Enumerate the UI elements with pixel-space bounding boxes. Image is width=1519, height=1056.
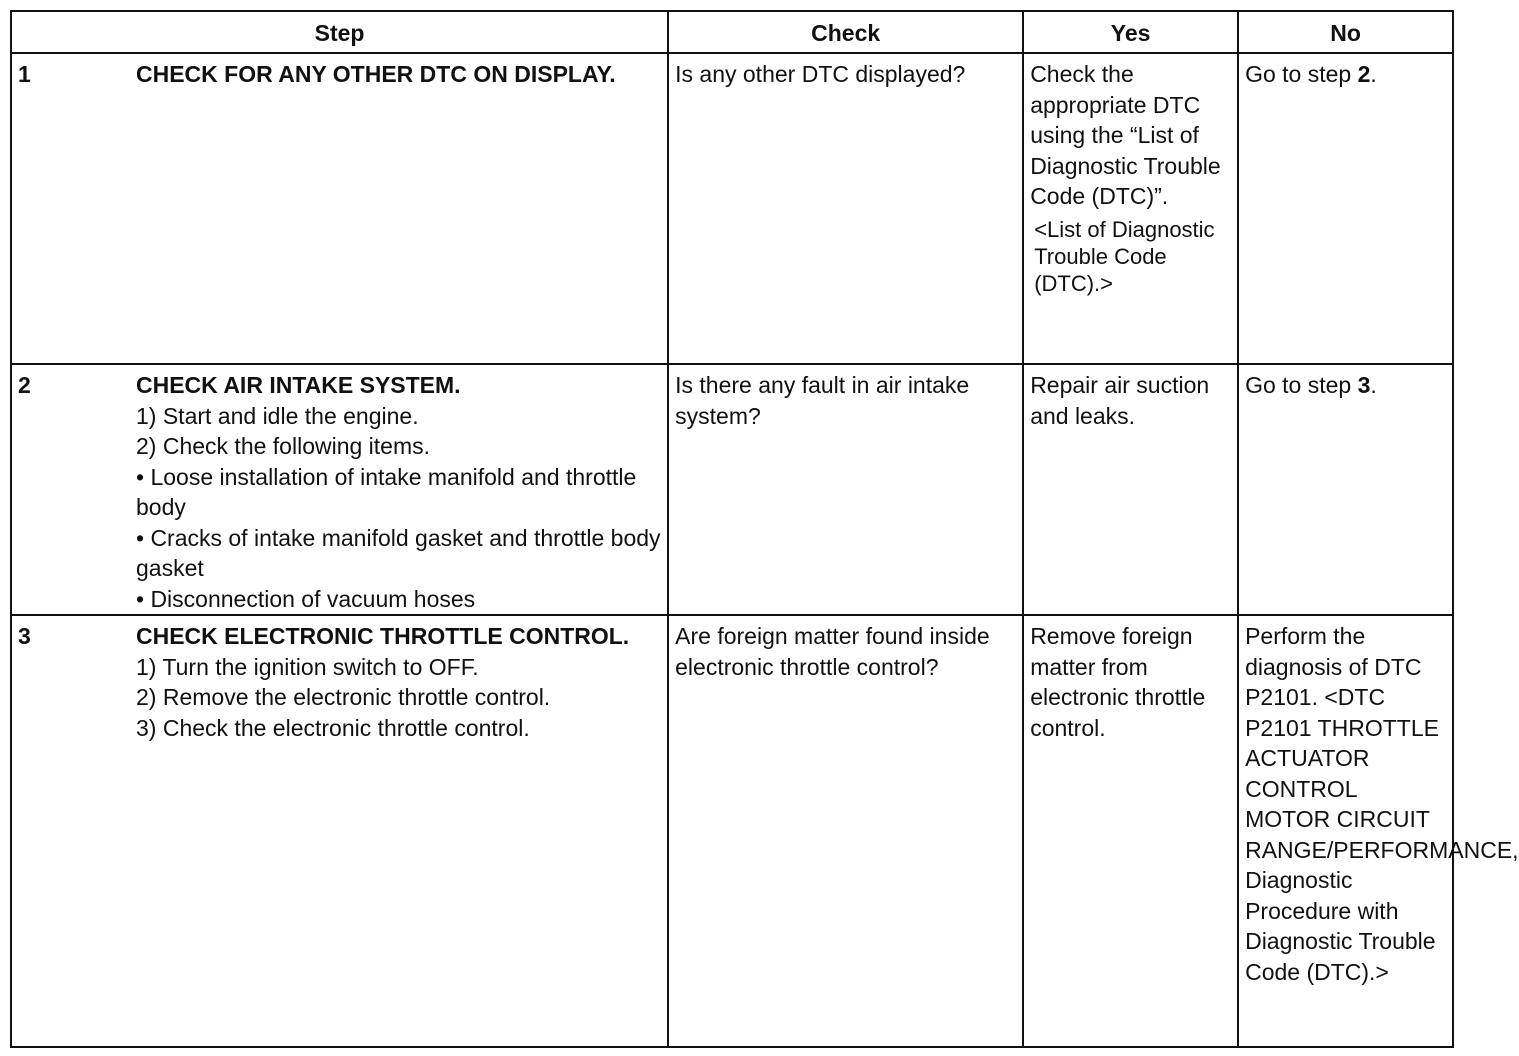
yes-cell: Remove foreign matter from electronic throttle control. <box>1023 615 1238 1047</box>
yes-cell: Repair air suction and leaks. <box>1023 364 1238 615</box>
step-cell <box>11 364 668 615</box>
no-suffix: . <box>1370 372 1377 398</box>
bullet-item: • Cracks of intake manifold gasket and throttle body gasket <box>136 524 661 581</box>
header-check: Check <box>668 11 1023 53</box>
header-no: No <box>1238 11 1453 53</box>
no-suffix: . <box>1370 61 1377 87</box>
no-cell <box>1238 364 1453 615</box>
step-cell <box>11 615 668 1047</box>
substep: 2) Check the following items. <box>136 433 431 459</box>
no-text[interactable]: Perform the diagnosis of DTC P2101. <DTC P2101 THROTTLE ACTUATOR CONTROL MOTOR CIRCUIT RANGE/PERFORMANCE, Diagnostic Procedure with Diagnostic Trouble Code (DTC).> <box>1245 623 1519 985</box>
table-row <box>11 615 1453 1047</box>
yes-link-note[interactable]: <List of Diagnostic Trouble Code (DTC).> <box>1034 216 1215 296</box>
no-text: Go to step <box>1245 372 1358 398</box>
table-row <box>11 364 1453 615</box>
no-cell <box>1238 53 1453 364</box>
header-row <box>11 11 1453 53</box>
check-cell: Is there any fault in air intake system? <box>668 364 1023 615</box>
no-text: Go to step <box>1245 61 1358 87</box>
step-number: 3 <box>18 623 31 649</box>
no-step-ref[interactable]: 3 <box>1357 372 1371 398</box>
step-title: CHECK FOR ANY OTHER DTC ON DISPLAY. <box>136 61 616 87</box>
header-yes: Yes <box>1023 11 1238 53</box>
check-cell: Are foreign matter found inside electronic throttle control? <box>668 615 1023 1047</box>
substep: 3) Check the electronic throttle control. <box>136 714 530 741</box>
check-cell: Is any other DTC displayed? <box>668 53 1023 364</box>
step-cell <box>11 53 668 364</box>
diagnostic-table <box>10 10 1519 1048</box>
yes-text: Check the appropriate DTC using the “List of Diagnostic Trouble Code (DTC)”. <box>1030 61 1221 209</box>
substep: 2) Remove the electronic throttle control. <box>136 684 551 710</box>
step-title: CHECK AIR INTAKE SYSTEM. <box>136 372 461 398</box>
step-number: 2 <box>18 372 31 398</box>
no-cell <box>1238 615 1519 1047</box>
step-title: CHECK ELECTRONIC THROTTLE CONTROL. <box>136 623 630 649</box>
header-step: Step <box>11 11 668 53</box>
table-row <box>11 53 1453 364</box>
step-number: 1 <box>18 61 31 87</box>
yes-cell <box>1023 53 1238 364</box>
substep: 1) Turn the ignition switch to OFF. <box>136 653 479 680</box>
bullet-item: • Loose installation of intake manifold and throttle body <box>136 463 637 520</box>
substep: 1) Start and idle the engine. <box>136 402 419 429</box>
bullet-item: • Disconnection of vacuum hoses <box>136 585 476 612</box>
no-step-ref[interactable]: 2 <box>1357 61 1371 87</box>
